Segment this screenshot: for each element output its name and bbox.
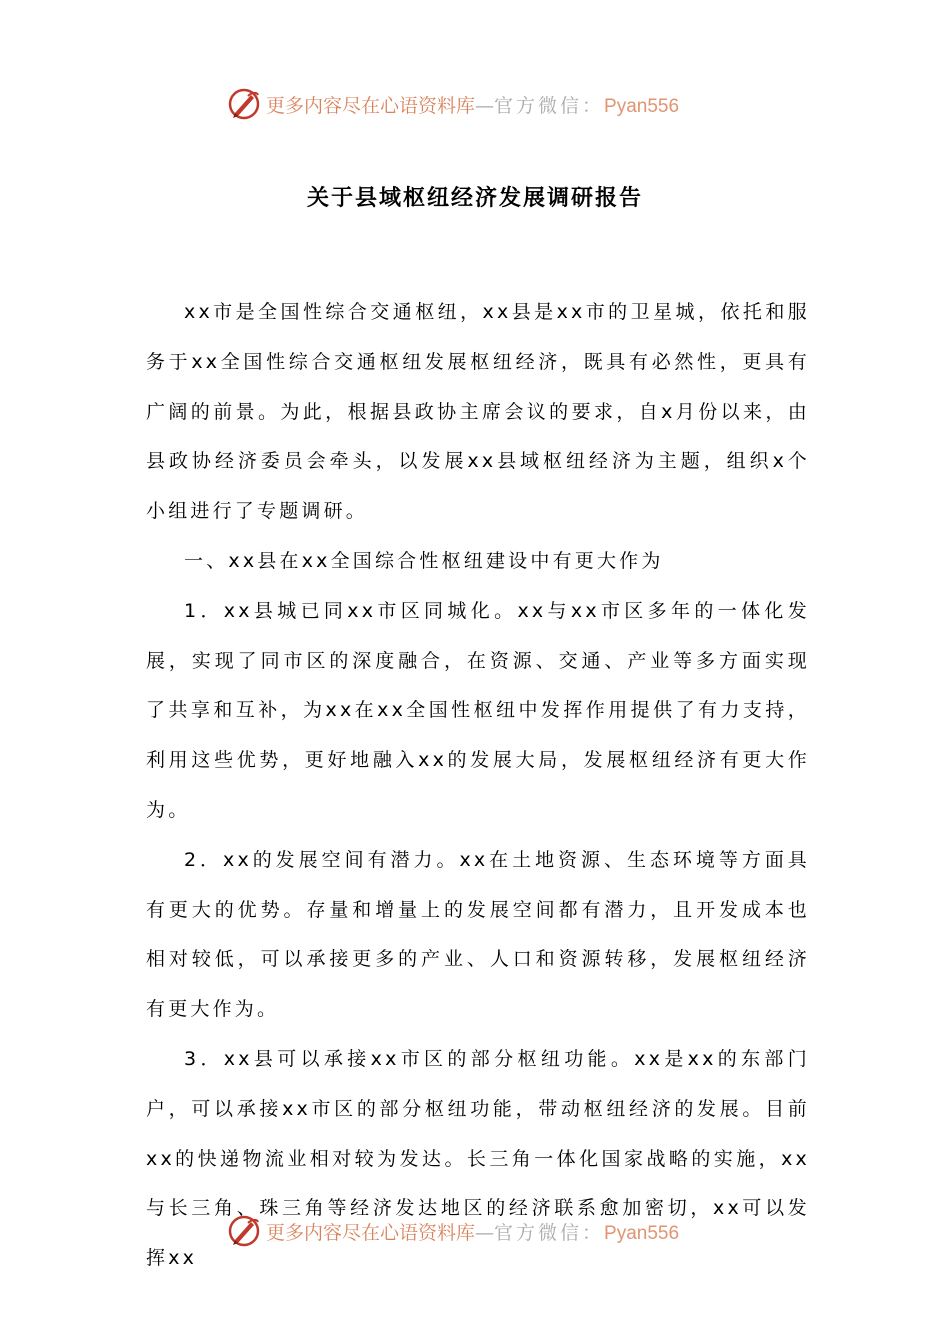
document-body <box>146 288 810 1284</box>
banner-account: Pyan556 <box>604 95 680 117</box>
footer-watermark-banner <box>226 1211 679 1251</box>
header-watermark-banner <box>226 84 679 124</box>
pen-logo-icon <box>226 86 262 122</box>
banner-account: Pyan556 <box>604 1222 680 1244</box>
section-heading-1: 一、xx县在xx全国综合性枢纽建设中有更大作为 <box>184 549 664 572</box>
banner-wechat-label: 官方微信： <box>494 94 605 117</box>
paragraph-intro: xx市是全国性综合交通枢纽，xx县是xx市的卫星城，依托和服务于xx全国性综合交通枢纽发展枢纽经济，既具有必然性，更具有广阔的前景。为此，根据县政协主席会议的要求，自x月份以来，由县政协经济委员会牵头，以发展xx县域枢纽经济为主题，组织x个小组进行了专题调研。 <box>146 301 810 523</box>
banner-separator: — <box>475 94 495 117</box>
banner-wechat-label: 官方微信： <box>494 1221 605 1244</box>
banner-separator: — <box>475 1221 495 1244</box>
paragraph-point-2: 2．xx的发展空间有潜力。xx在土地资源、生态环境等方面具有更大的优势。存量和增量上的发展空间都有潜力，且开发成本也相对较低，可以承接更多的产业、人口和资源转移，发展枢纽经济有更大作为。 <box>146 848 810 1021</box>
pen-logo-icon <box>226 1213 262 1249</box>
paragraph-point-1: 1．xx县城已同xx市区同城化。xx与xx市区多年的一体化发展，实现了同市区的深度融合，在资源、交通、产业等多方面实现了共享和互补，为xx在xx全国性枢纽中发挥作用提供了有力支持，利用这些优势，更好地融入xx的发展大局，发展枢纽经济有更大作为。 <box>146 599 810 821</box>
banner-text <box>266 1218 679 1245</box>
paragraph-point-3: 3．xx县可以承接xx市区的部分枢纽功能。xx是xx的东部门户，可以承接xx市区的部分枢纽功能，带动枢纽经济的发展。目前xx的快递物流业相对较为发达。长三角一体化国家战略的实施，xx与长三角、珠三角等经济发达地区的经济联系愈加密切，xx可以发挥xx <box>146 1047 810 1270</box>
document-title: 关于县域枢纽经济发展调研报告 <box>306 185 643 211</box>
banner-text <box>266 91 679 118</box>
banner-brand-text: 更多内容尽在心语资料库 <box>266 1221 476 1244</box>
banner-brand-text: 更多内容尽在心语资料库 <box>266 94 476 117</box>
